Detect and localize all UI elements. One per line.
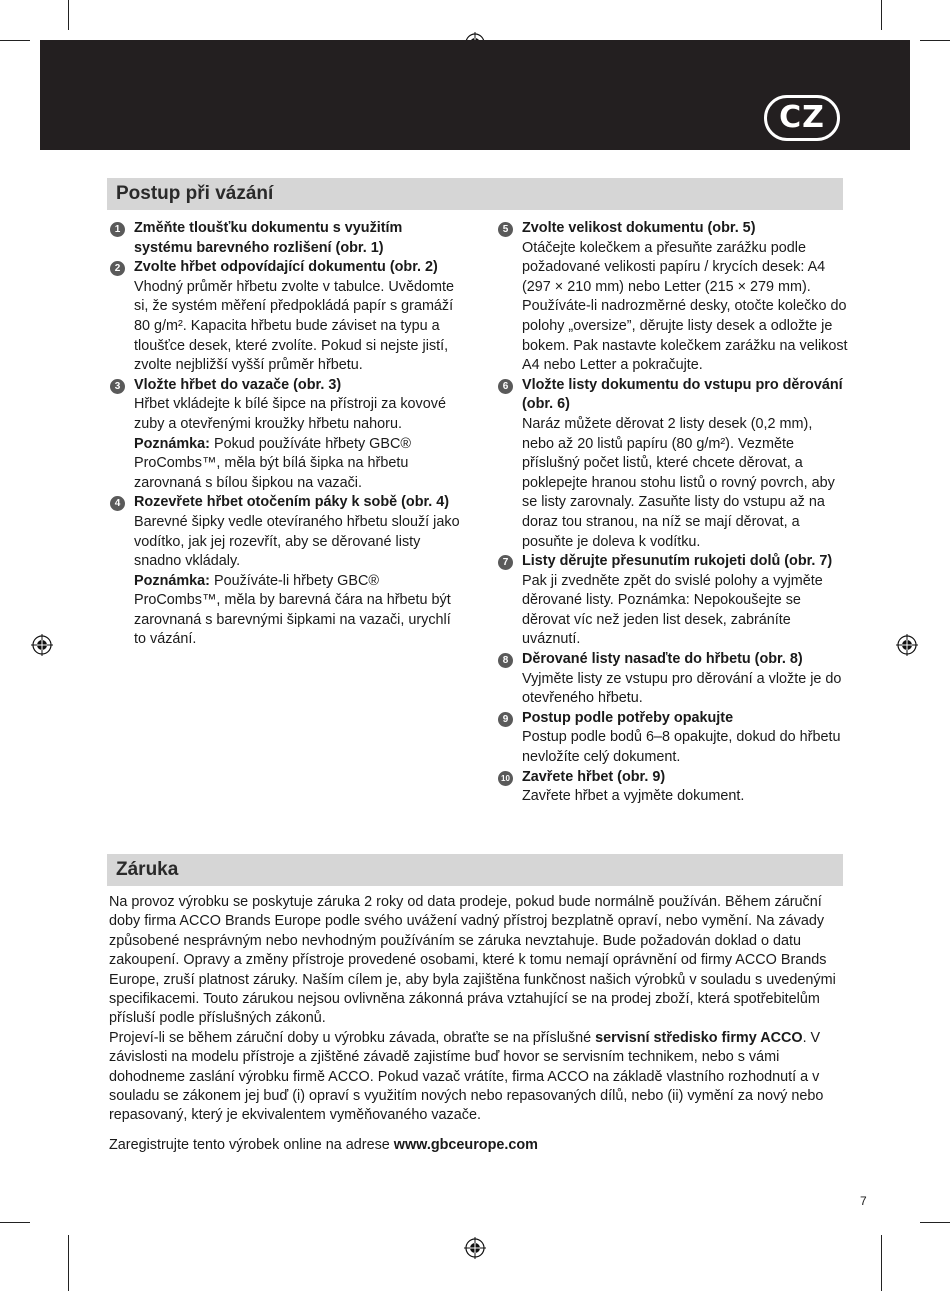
- crop-mark: [920, 40, 950, 41]
- note-text: Pokud používáte hřbety GBC® ProCombs™, měla být bílá šipka na hřbetu zarovnaná s bílou šipkou na vazači.: [134, 435, 411, 491]
- register-paragraph: Zaregistrujte tento výrobek online na adrese www.gbceurope.com: [109, 1136, 538, 1153]
- step-body: Naráz můžete děrovat 2 listy desek (0,2 mm), nebo až 20 listů papíru (80 g/m²). Vezměte příslušný počet listů, které chcete děrovat, a poklepejte hranou stohu listů o rovný povrch, aby se listy zarovnaly. Zasuňte listy do vstupu až na doraz tou stranou, na níž se mají děrovat, a posuňte je doleva k vodítku.: [522, 415, 835, 550]
- step-title: Děrované listy nasaďte do hřbetu (obr. 8): [522, 651, 803, 668]
- section-heading-warranty: Záruka: [107, 854, 843, 886]
- step-title: Zavřete hřbet (obr. 9): [522, 768, 666, 785]
- step-number: 4: [110, 496, 125, 511]
- website-link[interactable]: www.gbceurope.com: [393, 1136, 538, 1153]
- step-number: 8: [498, 653, 513, 668]
- step-number: 7: [498, 555, 513, 570]
- note-label: Poznámka:: [134, 435, 210, 452]
- step-body: Pak ji zvedněte zpět do svislé polohy a vyjměte děrované listy. Poznámka: Nepokoušejte se děrovat víc než jeden list desek, zabráníte uváznutí.: [522, 572, 823, 648]
- crop-mark: [68, 0, 69, 30]
- step-title: Vložte listy dokumentu do vstupu pro děrování (obr. 6): [522, 376, 843, 413]
- step-item: [498, 650, 848, 709]
- step-item: [110, 376, 460, 494]
- page-number: 7: [860, 1194, 867, 1208]
- step-number: 2: [110, 261, 125, 276]
- registration-mark-icon: [464, 1237, 486, 1259]
- step-item: [110, 493, 460, 650]
- crop-mark: [881, 0, 882, 30]
- step-body: Vyjměte listy ze vstupu pro děrování a vložte je do otevřeného hřbetu.: [522, 670, 842, 707]
- crop-mark: [881, 1235, 882, 1291]
- step-body: Otáčejte kolečkem a přesuňte zarážku podle požadované velikosti papíru / krycích desek: A4 (297 × 210 mm) nebo Letter (215 × 279 mm). Používáte-li nadrozměrné desky, otočte kolečko do polohy „oversize”, děrujte listy desek a odložte je bokem. Pak nastavte kolečkem zarážku na velikost A4 nebo Letter a pokračujte.: [522, 239, 848, 374]
- step-title: Rozevřete hřbet otočením páky k sobě (obr. 4): [134, 494, 450, 511]
- step-item: [498, 219, 848, 376]
- step-number: 6: [498, 379, 513, 394]
- note-label: Poznámka:: [134, 572, 210, 589]
- step-title: Listy děrujte přesunutím rukojeti dolů (obr. 7): [522, 553, 833, 570]
- crop-mark: [0, 1222, 30, 1223]
- step-title: Zvolte velikost dokumentu (obr. 5): [522, 220, 756, 236]
- warranty-paragraph: Projeví-li se během záruční doby u výrobku závada, obraťte se na příslušné servisní středisko firmy ACCO. V závislosti na modelu přístroje a zjištěné závadě zajistíme buď hovor se servisním technikem, nebo s vámi dohodneme zaslání výrobku firmě ACCO. Pokud vazač vrátíte, firma ACCO na základě vlastního rozhodnutí a v souladu se zákonem jej buď (i) opraví s využitím nových nebo repasovaných dílů, nebo (ii) vymění za nový nebo repasovaný, který je ekvivalentem vyměňovaného vazače.: [109, 1029, 824, 1124]
- step-title: Zvolte hřbet odpovídající dokumentu (obr. 2): [134, 259, 438, 276]
- warranty-text: [109, 893, 839, 1155]
- step-body: Zavřete hřbet a vyjměte dokument.: [522, 788, 745, 805]
- step-body: Postup podle bodů 6–8 opakujte, dokud do hřbetu nevložíte celý dokument.: [522, 729, 841, 766]
- crop-mark: [0, 40, 30, 41]
- step-body: Barevné šipky vedle otevíraného hřbetu slouží jako vodítko, jak jej rozevřít, aby se děrované listy snadno vkládaly.: [134, 513, 460, 570]
- step-item: [498, 552, 848, 650]
- language-badge: CZ: [764, 95, 840, 141]
- registration-mark-icon: [896, 634, 918, 656]
- step-item: [498, 709, 848, 768]
- step-item: [110, 258, 460, 376]
- section-heading-binding: Postup při vázání: [107, 178, 843, 210]
- step-title: Vložte hřbet do vazače (obr. 3): [134, 376, 342, 393]
- step-item: [498, 376, 848, 552]
- column-right: [498, 219, 848, 807]
- step-number: 1: [110, 222, 125, 237]
- step-title: Postup podle potřeby opakujte: [522, 709, 734, 726]
- crop-mark: [68, 1235, 69, 1291]
- step-number: 10: [498, 771, 513, 786]
- step-number: 5: [498, 222, 513, 237]
- service-center-link: servisní středisko firmy ACCO: [595, 1029, 803, 1046]
- note-text: Používáte-li hřbety GBC® ProCombs™, měla by barevná čára na hřbetu být zarovnaná s barevnými šipkami na vazači, urychlí to vázání.: [134, 572, 451, 648]
- step-number: 3: [110, 379, 125, 394]
- column-left: [110, 219, 460, 650]
- step-title: Změňte tloušťku dokumentu s využitím systému barevného rozlišení (obr. 1): [134, 220, 403, 256]
- step-body: Vhodný průměr hřbetu zvolte v tabulce. Uvědomte si, že systém měření předpokládá papír s gramáží 80 g/m². Kapacita hřbetu bude záviset na typu a tloušťce desek, které zvolíte. Pokud si nejste jistí, zvolte nejbližší vyšší průměr hřbetu.: [134, 278, 454, 374]
- step-item: [110, 219, 460, 258]
- crop-mark: [920, 1222, 950, 1223]
- registration-mark-icon: [31, 634, 53, 656]
- step-number: 9: [498, 712, 513, 727]
- warranty-paragraph: Na provoz výrobku se poskytuje záruka 2 roky od data prodeje, pokud bude normálně používán. Během záruční doby firma ACCO Brands Europe podle svého uvážení vadný přístroj bezplatně opraví, nebo vymění. Na závady způsobené nesprávným nebo nevhodným používáním se záruka nevztahuje. Bude požadován doklad o datu zakoupení. Opravy a změny přístroje provedené osobami, které k tomu nemají oprávnění od firmy ACCO Brands Europe, zruší platnost záruky. Naším cílem je, aby byla zajištěna funkčnost našich výrobků v souladu s uvedenými specifikacemi. Touto zárukou nejsou ovlivněna zákonná práva vztahující se na prodej zboží, která spotřebitelům přísluší podle příslušných zákonů.: [109, 894, 836, 1027]
- step-body: Hřbet vkládejte k bílé šipce na přístroji za kovové zuby a otevřenými kroužky hřbetu nahoru.: [134, 396, 446, 432]
- step-item: [498, 768, 848, 807]
